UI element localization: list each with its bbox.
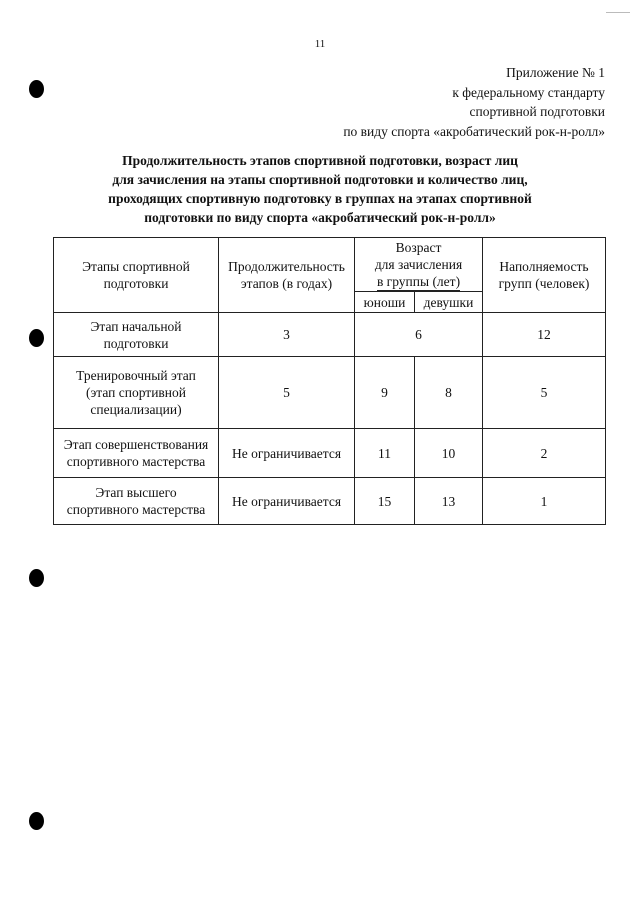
table-row [54,478,606,525]
binder-hole-3 [29,569,44,587]
cell-stage [54,313,219,357]
cell-fill: 1 [483,478,606,525]
header-duration-line: Продолжительность [228,259,345,274]
cell-stage-line: Этап совершенствования [63,437,209,452]
cell-girls: 13 [415,478,483,525]
title-line: для зачисления на этапы спортивной подготовки и количество лиц, [112,172,528,187]
stages-table [53,237,606,525]
annex-reference [185,63,605,141]
binder-hole-2 [29,329,44,347]
table-row [54,429,606,478]
cell-stage [54,357,219,429]
header-duration-line: этапов (в годах) [240,276,333,291]
header-age-line: в группы (лет) [376,273,461,289]
header-fill-line: Наполняемость [499,259,589,274]
header-fill-line: групп (человек) [498,276,590,291]
annex-line: Приложение № 1 [506,65,605,80]
cell-age-common: 6 [355,313,483,357]
title-line: Продолжительность этапов спортивной подготовки, возраст лиц [122,153,518,168]
cell-fill: 5 [483,357,606,429]
cell-duration: Не ограничивается [219,429,355,478]
header-age-line: для зачисления [374,256,463,272]
cell-stage-line: спортивного мастерства [66,502,206,517]
cell-duration: 3 [219,313,355,357]
header-girls: девушки [415,292,483,313]
cell-girls: 10 [415,429,483,478]
binder-hole-1 [29,80,44,98]
header-stage [54,238,219,313]
table-row [54,357,606,429]
document-title [60,151,580,227]
header-stage-line: подготовки [103,276,169,291]
scan-edge-mark [606,12,630,13]
cell-stage [54,478,219,525]
header-age [355,238,483,292]
annex-line: к федеральному стандарту [452,84,605,100]
table-row [54,313,606,357]
cell-stage-line: Этап высшего [95,485,177,500]
cell-stage-line: специализации) [90,402,182,417]
cell-stage-line: (этап спортивной [85,385,186,400]
cell-stage-line: Этап начальной [90,318,182,334]
cell-duration: Не ограничивается [219,478,355,525]
header-fill [483,238,606,313]
cell-girls: 8 [415,357,483,429]
title-line: подготовки по виду спорта «акробатический рок-н-ролл» [144,210,496,225]
annex-line: по виду спорта «акробатический рок-н-ролл» [343,123,605,139]
header-boys: юноши [355,292,415,313]
cell-stage-line: подготовки [103,335,169,351]
title-line: проходящих спортивную подготовку в группах на этапах спортивной [108,191,532,206]
cell-fill: 12 [483,313,606,357]
cell-fill: 2 [483,429,606,478]
header-duration [219,238,355,313]
cell-boys: 15 [355,478,415,525]
binder-hole-4 [29,812,44,830]
table-header-row [54,238,606,292]
cell-stage [54,429,219,478]
header-age-line: Возраст [395,239,442,255]
cell-duration: 5 [219,357,355,429]
annex-line: спортивной подготовки [469,104,605,119]
cell-boys: 9 [355,357,415,429]
header-stage-line: Этапы спортивной [82,259,190,274]
cell-boys: 11 [355,429,415,478]
cell-stage-line: Тренировочный этап [76,368,196,383]
cell-stage-line: спортивного мастерства [66,454,206,469]
page-number: 11 [314,38,326,50]
